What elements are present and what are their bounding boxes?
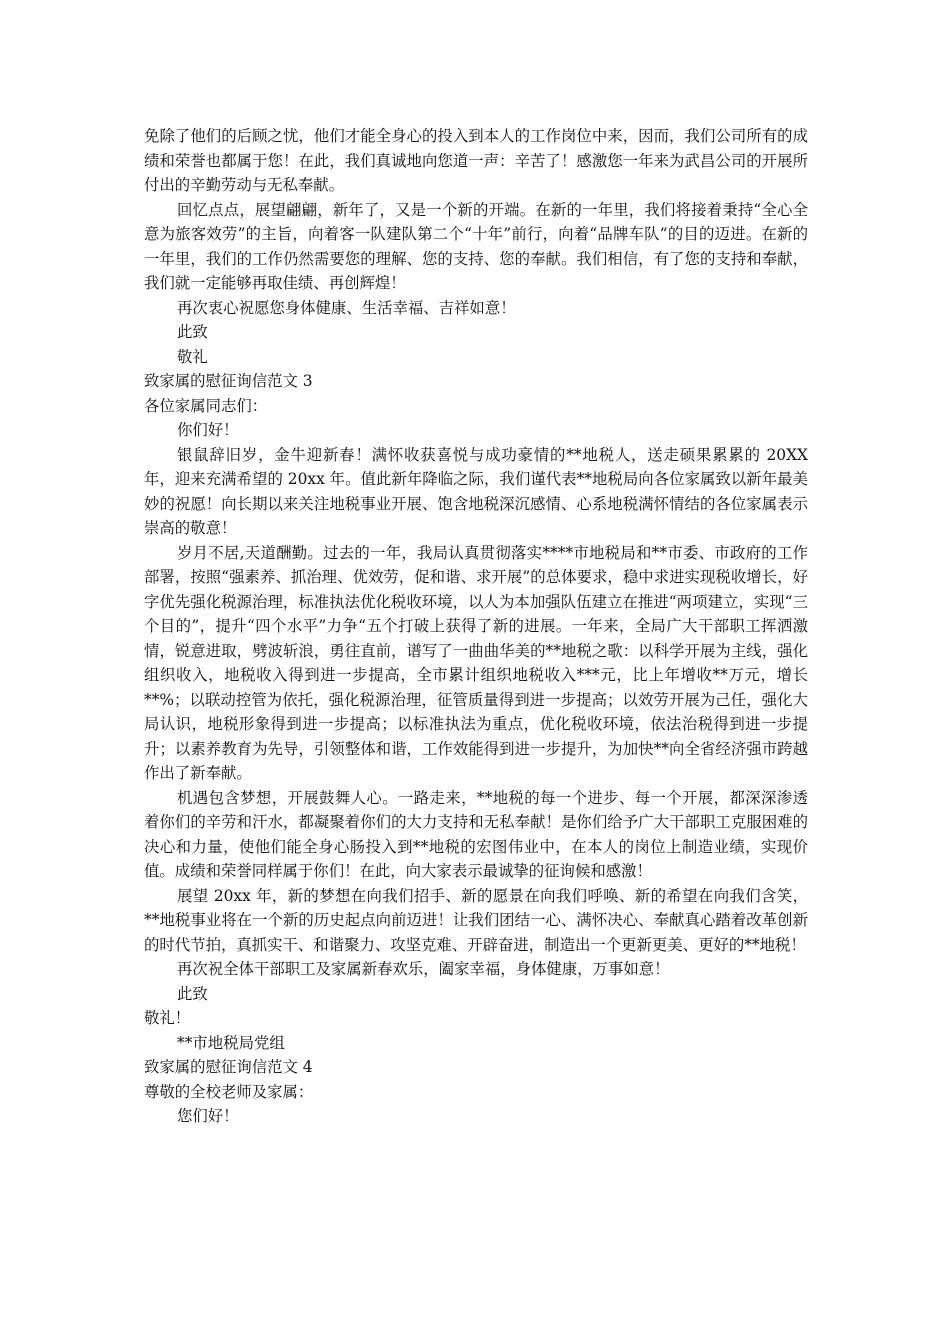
- salutation-cizhi: 此致: [177, 323, 208, 341]
- paragraph-outlook: 展望 20xx 年，新的梦想在向我们招手、新的愿景在向我们呼唤、新的希望在向我们含笑，**地税事业将在一个新的历史起点向前迈进！让我们团结一心、满怀决心、奉献真心踏着改革创新的时代节拍，真抓实干、和谐聚力、攻坚克难、开辟奋进，制造出一个更新更美、更好的**地税！: [144, 886, 808, 954]
- section-heading-3: 致家属的慰征询信范文 3: [144, 372, 313, 390]
- greeting-hello: 你们好！: [177, 421, 239, 439]
- paragraph-year-review: 岁月不居,天道酬勤。过去的一年，我局认真贯彻落实****市地税局和**市委、市政府的工作部署，按照“强素养、抓治理、优效劳，促和谐、求开展”的总体要求，稳中求进实现税收增长，好字优先强化税源治理，标准执法优化税收环境，以人为本加强队伍建立在推进“两项建立，实现“三个目的”，提升“四个水平”力争“五个打破上获得了新的进展。一年来，全局广大干部职工挥洒激情，锐意进取，劈波斩浪，勇往直前，谱写了一曲曲华美的**地税之歌：以科学开展为主线，强化组织收入，地税收入得到进一步提高，全市累计组织地税收入***元，比上年增收**万元，增长**%；以联动控管为依托，强化税源治理，征管质量得到进一步提高；以效劳开展为己任，强化大局认识，地税形象得到进一步提高；以标准执法为重点，优化税收环境，依法治税得到进一步提升；以素养教育为先导，引领整体和谐，工作效能得到进一步提升，为加快**向全省经济强市跨越作出了新奉献。: [144, 543, 808, 782]
- greeting-addressee-4: 尊敬的全校老师及家属：: [144, 1082, 314, 1101]
- greeting-addressee: 各位家属同志们：: [144, 396, 268, 415]
- document-page: [144, 124, 808, 1129]
- paragraph-new-year-outlook: 回忆点点，展望翩翩，新年了，又是一个新的开端。在新的一年里，我们将接着秉持“全心全意为旅客效劳”的主旨，向着客一队建队第二个“十年”前行，向着“品牌车队”的目的迈进。在新的一年里，我们的工作仍然需要您的理解、您的支持、您的奉献。我们相信，有了您的支持和奉献，我们就一定能够再取佳绩、再创辉煌！: [144, 200, 808, 292]
- salutation-jingli: 敬礼: [177, 347, 208, 366]
- paragraph-thanks: 机遇包含梦想，开展鼓舞人心。一路走来，**地税的每一个进步、每一个开展，都深深渗透着你们的辛劳和汗水，都凝聚着你们的大力支持和无私奉献！是你们给予广大干部职工克服困难的决心和力量，使他们能全身心肠投入到**地税的宏图伟业中，在本人的岗位上制造业绩，实现价值。成绩和荣誉同样属于你们！在此，向大家表示最诚挚的征询候和感激！: [144, 788, 808, 880]
- paragraph-final-wishes: 再次祝全体干部职工及家属新春欢乐，阖家幸福，身体健康，万事如意！: [177, 960, 670, 978]
- paragraph-intro-closing: 免除了他们的后顾之忧，他们才能全身心的投入到本人的工作岗位中来，因而，我们公司所有的成绩和荣誉也都属于您！在此，我们真诚地向您道一声：辛苦了！感激您一年来为武昌公司的开展所付出的辛勤劳动与无私奉献。: [144, 127, 808, 194]
- salutation-cizhi-2: 此致: [177, 984, 208, 1003]
- section-heading-4: 致家属的慰征询信范文 4: [144, 1058, 313, 1076]
- paragraph-new-year-greeting: 银鼠辞旧岁，金牛迎新春！满怀收获喜悦与成功豪情的**地税人，送走硕果累累的 20XX 年，迎来充满希望的 20xx 年。值此新年降临之际，我们谨代表**地税局向各位家属致以新年最美妙的祝愿！向长期以来关注地税事业开展、饱含地税深沉感情、心系地税满怀情结的各位家属表示崇高的敬意！: [144, 445, 808, 537]
- greeting-hello-4: 您们好！: [177, 1107, 239, 1125]
- salutation-jingli-2: 敬礼！: [144, 1009, 191, 1027]
- paragraph-wishes: 再次衷心祝愿您身体健康、生活幸福、吉祥如意！: [177, 298, 516, 317]
- signature: **市地税局党组: [177, 1033, 285, 1052]
